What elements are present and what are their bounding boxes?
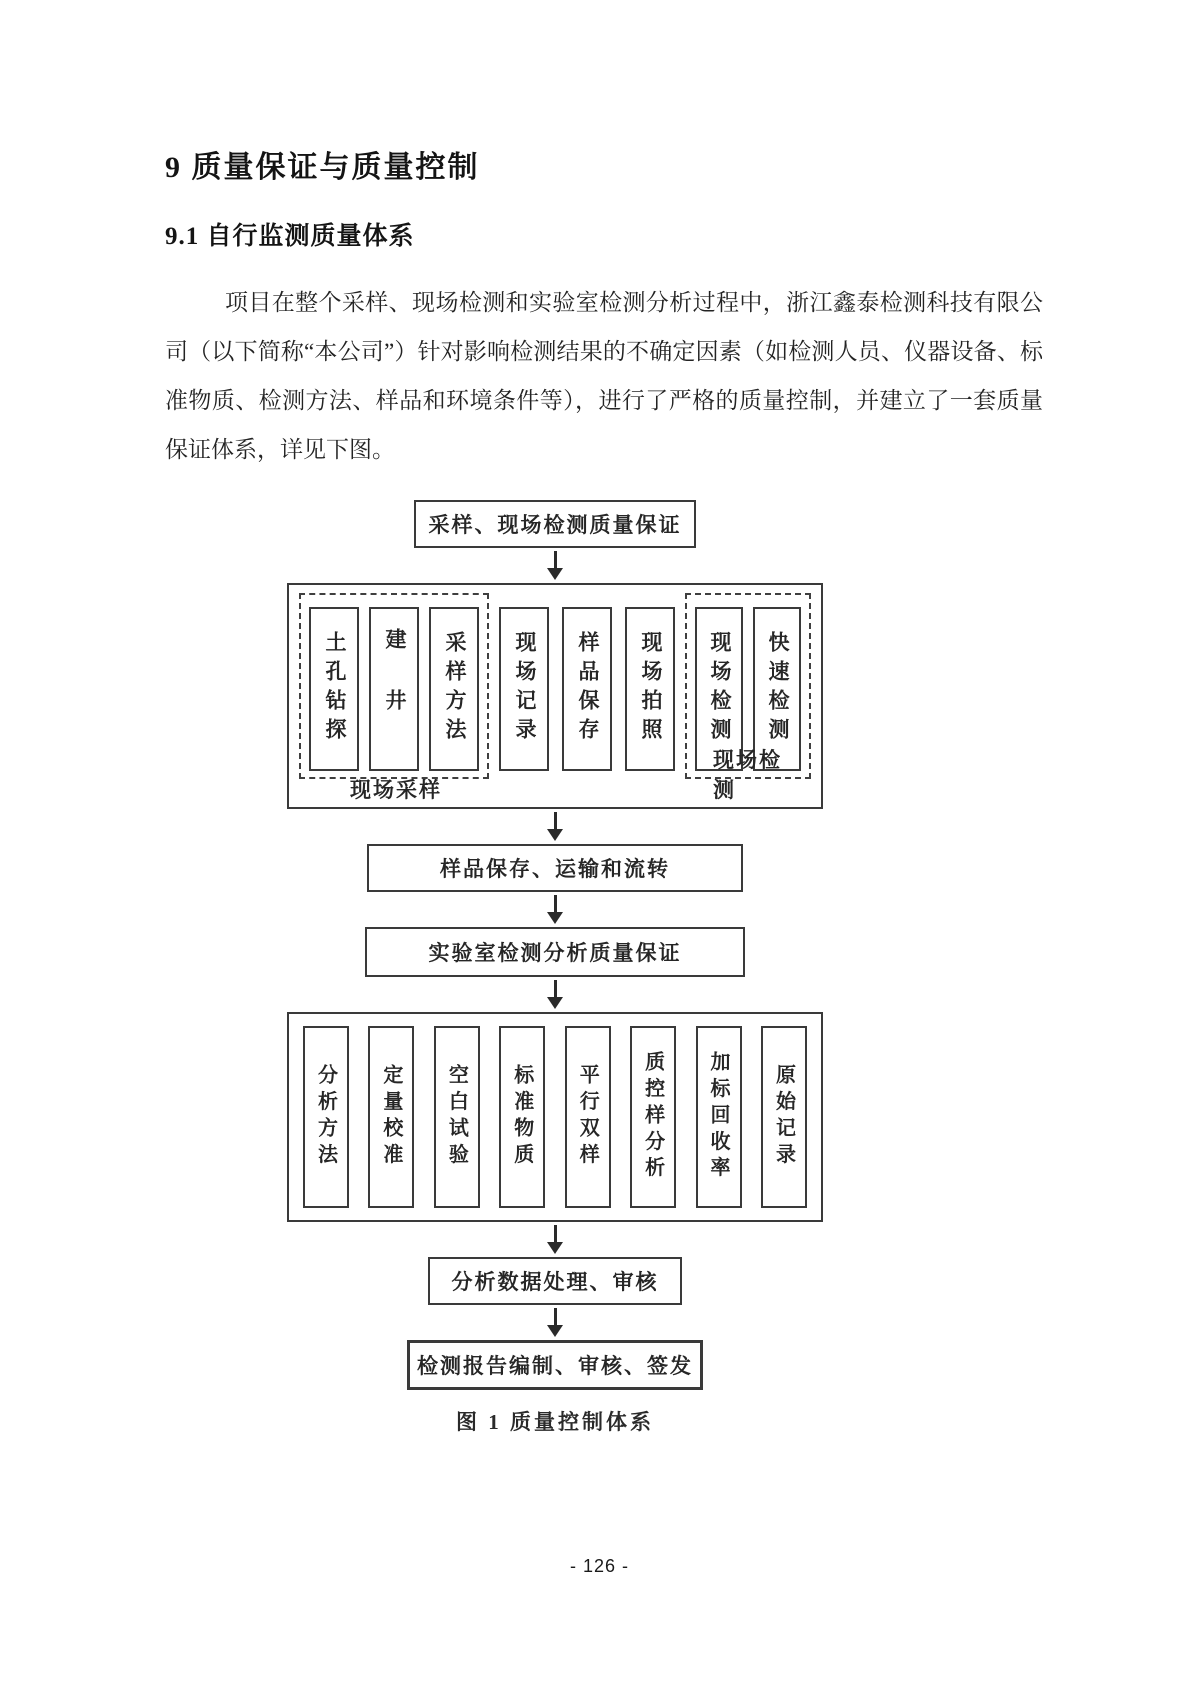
arrow-down-icon [547,551,563,580]
flow-box-parallel-samples: 平行双样 [565,1026,611,1208]
arrow-down-icon [547,1308,563,1337]
flow-box-sampling-method: 采样方法 [429,607,479,771]
flow-box-blank-test: 空白试验 [434,1026,480,1208]
flow-box-report-issue: 检测报告编制、审核、签发 [407,1340,703,1390]
flow-box-field-photo: 现场拍照 [625,607,675,771]
arrow-down-icon [547,980,563,1009]
field-testing-label: 现场检测 [713,749,782,802]
field-work-section [287,583,823,809]
flow-box-reference-material: 标准物质 [499,1026,545,1208]
lab-qa-section [287,1012,823,1222]
arrow-head [547,1242,563,1254]
figure-caption: 图 1 质量控制体系 [456,1410,654,1434]
quality-control-flowchart [287,500,823,1436]
page-number: - 126 - [569,1556,630,1576]
flow-box-field-record: 现场记录 [499,607,549,771]
flow-box-field-testing: 现场检测 [695,607,743,771]
flow-box-rapid-testing: 快速检测 [753,607,801,771]
flow-box-lab-analysis-qa: 实验室检测分析质量保证 [365,927,745,977]
flow-box-soil-drilling: 土孔钻探 [309,607,359,771]
field-record-group [499,607,675,771]
flow-box-sampling-field-qa: 采样、现场检测质量保证 [414,500,696,548]
arrow-shaft [554,895,557,912]
arrow-head [547,829,563,841]
section-heading: 9 质量保证与质量控制 [165,151,480,184]
arrow-head [547,912,563,924]
arrow-head [547,568,563,580]
arrow-shaft [554,1225,557,1242]
arrow-shaft [554,1308,557,1325]
arrow-down-icon [547,1225,563,1254]
arrow-head [547,1325,563,1337]
flow-box-original-record: 原始记录 [761,1026,807,1208]
flow-box-analysis-method: 分析方法 [303,1026,349,1208]
flow-box-qc-sample-analysis: 质控样分析 [630,1026,676,1208]
arrow-shaft [554,980,557,997]
arrow-down-icon [547,812,563,841]
arrow-head [547,997,563,1009]
flow-box-spike-recovery: 加标回收率 [696,1026,742,1208]
flow-box-sample-storage: 样品保存 [562,607,612,771]
flow-box-data-processing: 分析数据处理、审核 [428,1257,682,1305]
arrow-shaft [554,551,557,568]
flow-box-sample-transport: 样品保存、运输和流转 [367,844,743,892]
arrow-shaft [554,812,557,829]
field-sampling-group [299,593,489,779]
flow-box-quantitative-calibration: 定量校准 [368,1026,414,1208]
subsection-heading: 9.1 自行监测质量体系 [165,223,415,250]
field-sampling-label: 现场采样 [350,779,442,802]
body-paragraph: 项目在整个采样、现场检测和实验室检测分析过程中，浙江鑫泰检测科技有限公司（以下简称“本公司”）针对影响检测结果的不确定因素（如检测人员、仪器设备、标准物质、检测方法、样品和环境条件等），进行了严格的质量控制，并建立了一套质量保证体系，详见下图。 [165,290,1043,462]
arrow-down-icon [547,895,563,924]
flow-box-well-building: 建井 [369,607,419,771]
